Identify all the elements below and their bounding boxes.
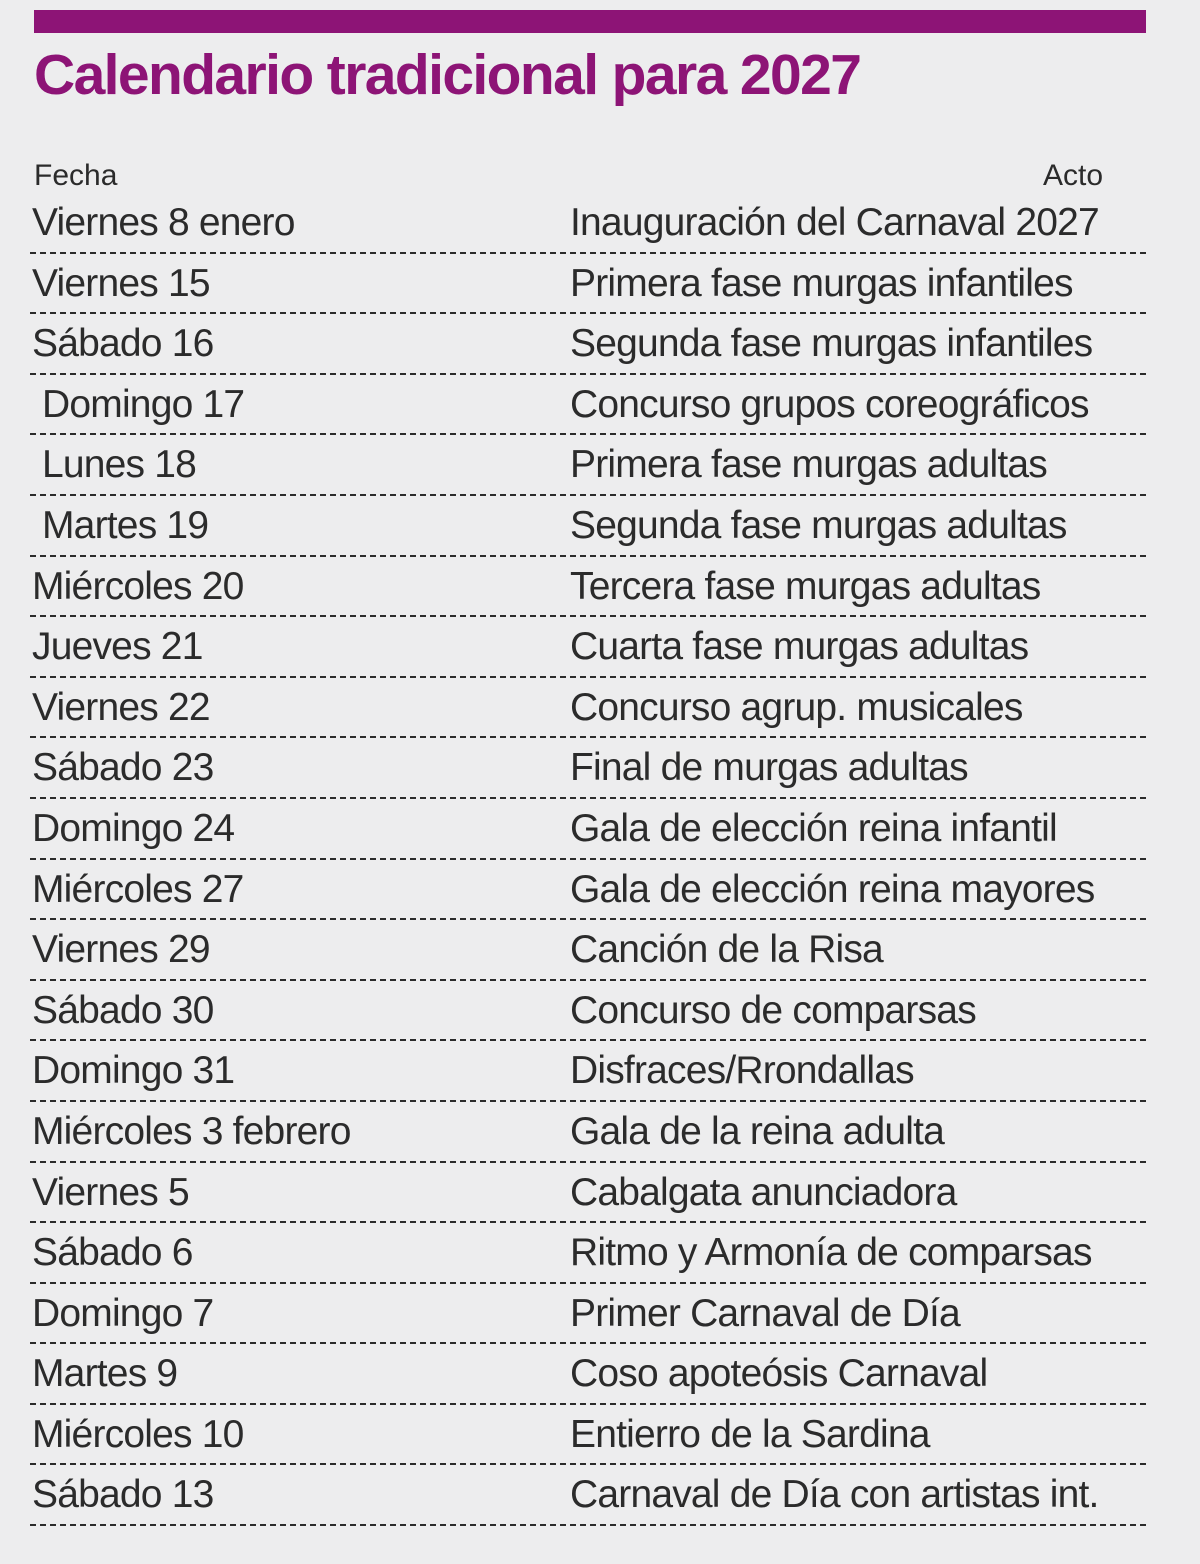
table-row: [30, 1465, 1146, 1526]
table-row: [30, 1041, 1146, 1102]
row-event: Ritmo y Armonía de comparsas: [570, 1231, 1092, 1275]
row-event: Tercera fase murgas adultas: [570, 564, 1041, 608]
row-date: Miércoles 10: [32, 1412, 244, 1456]
row-event: Cabalgata anunciadora: [570, 1170, 957, 1214]
row-event: Concurso agrup. musicales: [570, 685, 1023, 729]
row-date: Viernes 22: [32, 685, 210, 729]
table-row: [30, 314, 1146, 375]
column-header-acto: Acto: [1043, 159, 1104, 192]
row-date: Viernes 8 enero: [32, 201, 295, 244]
table-row: [30, 860, 1146, 921]
row-date: Viernes 5: [32, 1170, 189, 1214]
row-event: Final de murgas adultas: [570, 746, 968, 790]
table-row: [30, 738, 1146, 799]
row-event: Concurso de comparsas: [570, 988, 976, 1032]
row-event: Gala de elección reina mayores: [570, 867, 1095, 911]
row-event: Gala de la reina adulta: [570, 1109, 945, 1153]
row-event: Inauguración del Carnaval 2027: [570, 201, 1099, 244]
row-event: Primera fase murgas adultas: [570, 443, 1047, 487]
row-event: Segunda fase murgas adultas: [570, 503, 1067, 547]
table-row: [30, 799, 1146, 860]
row-date: Martes 9: [32, 1352, 178, 1396]
page-title: Calendario tradicional para 2027: [34, 43, 861, 107]
row-date: Jueves 21: [32, 625, 203, 669]
row-date: Domingo 31: [32, 1049, 235, 1093]
row-date: Miércoles 20: [32, 564, 244, 608]
table-row: [30, 1344, 1146, 1405]
table-row: [30, 375, 1146, 436]
table-row: [30, 1163, 1146, 1224]
table-row: [30, 1284, 1146, 1345]
row-date: Sábado 13: [32, 1473, 214, 1517]
table-row: [30, 435, 1146, 496]
table-row: [30, 193, 1146, 254]
column-header-fecha: Fecha: [34, 159, 118, 192]
row-event: Primer Carnaval de Día: [570, 1291, 960, 1335]
row-event: Coso apoteósis Carnaval: [570, 1352, 988, 1396]
row-event: Primera fase murgas infantiles: [570, 261, 1073, 305]
table-row: [30, 557, 1146, 618]
row-date: Viernes 29: [32, 928, 210, 972]
row-date: Sábado 23: [32, 746, 214, 790]
row-date: Domingo 7: [32, 1291, 214, 1335]
row-date: Viernes 15: [32, 261, 210, 305]
table-row: [30, 678, 1146, 739]
row-date: Lunes 18: [42, 443, 197, 487]
row-event: Disfraces/Rrondallas: [570, 1049, 914, 1093]
table-row: [30, 1102, 1146, 1163]
row-date: Sábado 6: [32, 1231, 193, 1275]
row-date: Domingo 17: [42, 382, 245, 426]
table-row: [30, 981, 1146, 1042]
calendar-table: [30, 193, 1146, 1526]
table-row: [30, 1223, 1146, 1284]
row-event: Canción de la Risa: [570, 928, 883, 972]
table-row: [30, 920, 1146, 981]
row-date: Miércoles 27: [32, 867, 244, 911]
row-date: Domingo 24: [32, 806, 235, 850]
row-event: Cuarta fase murgas adultas: [570, 625, 1029, 669]
row-date: Miércoles 3 febrero: [32, 1109, 351, 1153]
row-event: Entierro de la Sardina: [570, 1412, 930, 1456]
row-date: Sábado 16: [32, 322, 214, 366]
row-event: Carnaval de Día con artistas int.: [570, 1473, 1099, 1517]
table-row: [30, 1405, 1146, 1466]
row-event: Segunda fase murgas infantiles: [570, 322, 1093, 366]
table-row: [30, 254, 1146, 315]
row-date: Martes 19: [42, 503, 209, 547]
table-row: [30, 617, 1146, 678]
row-event: Gala de elección reina infantil: [570, 806, 1057, 850]
top-accent-bar: [34, 10, 1146, 33]
table-row: [30, 496, 1146, 557]
row-date: Sábado 30: [32, 988, 214, 1032]
row-event: Concurso grupos coreográficos: [570, 382, 1089, 426]
